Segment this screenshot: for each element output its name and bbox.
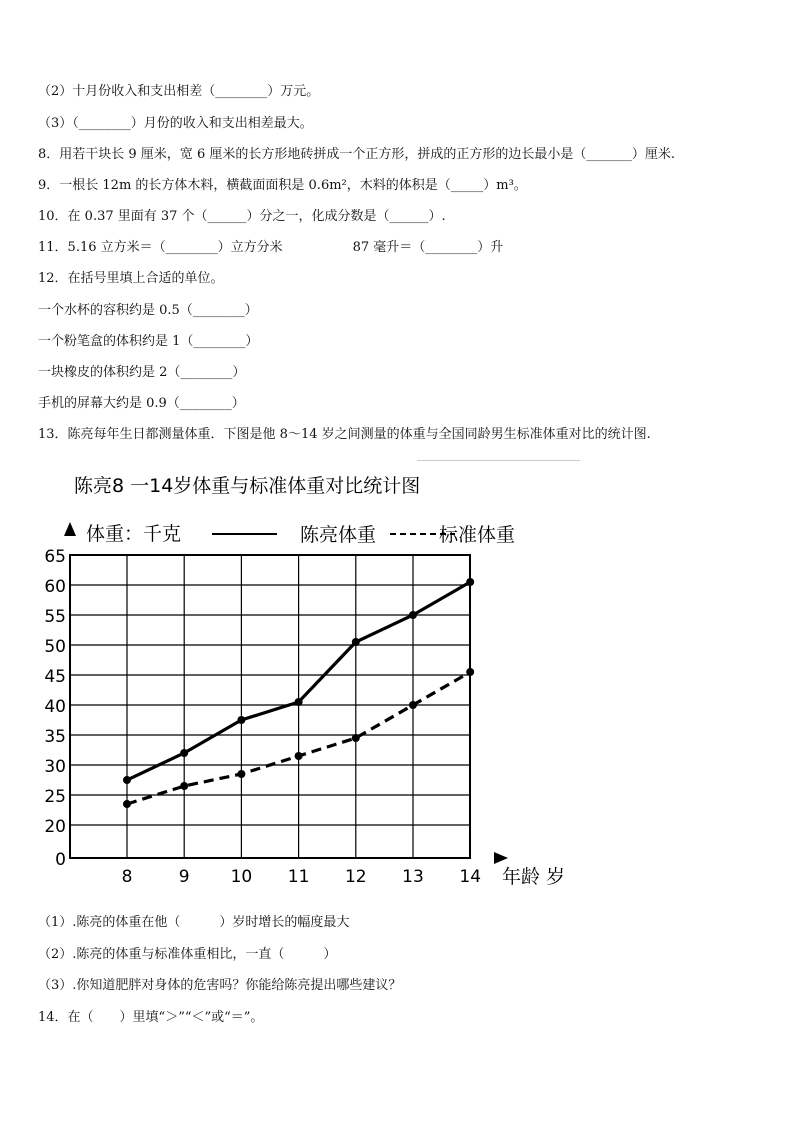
data-point <box>295 752 303 760</box>
question-13-3: （3）.你知道肥胖对身体的危害吗？你能给陈亮提出哪些建议？ <box>38 978 402 993</box>
data-point <box>237 770 245 778</box>
question-11-part-b: 87 毫升＝（________）升 <box>352 240 504 255</box>
question-12-item-3: 一块橡皮的体积约是 2（________） <box>38 365 246 380</box>
question-line-10-3: （3）（________）月份的收入和支出相差最大。 <box>38 116 313 131</box>
question-12-item-4: 手机的屏幕大约是 0.9（________） <box>38 396 245 411</box>
x-tick-label: 13 <box>402 867 424 887</box>
y-tick-label: 40 <box>44 697 66 717</box>
question-13-2: （2）.陈亮的体重与标准体重相比，一直（ ） <box>38 947 337 962</box>
legend-label: 陈亮体重 <box>300 524 377 546</box>
data-point <box>180 782 188 790</box>
x-tick-label: 8 <box>121 867 133 887</box>
data-point <box>409 701 417 709</box>
question-line-10-2: （2）十月份收入和支出相差（________）万元。 <box>38 84 320 99</box>
question-8: 8．用若干块长 9 厘米，宽 6 厘米的长方形地砖拼成一个正方形，拼成的正方形的边长最小是（_______）厘米. <box>38 147 675 162</box>
chart-legend <box>212 524 515 546</box>
data-point <box>352 734 360 742</box>
data-point <box>466 668 474 676</box>
y-tick-label: 35 <box>44 727 66 747</box>
question-12-item-1: 一个水杯的容积约是 0.5（________） <box>38 303 258 318</box>
y-axis-label: 体重：千克 <box>86 523 182 545</box>
question-10: 10．在 0.37 里面有 37 个（______）分之一，化成分数是（______）. <box>38 209 446 224</box>
y-tick-label: 60 <box>44 577 66 597</box>
question-12: 12．在括号里填上合适的单位。 <box>38 271 224 286</box>
x-tick-label: 9 <box>178 867 190 887</box>
question-13-1: （1）.陈亮的体重在他（ ）岁时增长的幅度最大 <box>38 915 350 930</box>
y-tick-label: 20 <box>44 817 66 837</box>
question-11-part-a: 11．5.16 立方米＝（________）立方分米 <box>38 240 283 255</box>
y-axis-arrow-icon <box>64 522 76 536</box>
data-point <box>123 800 131 808</box>
x-tick-label: 10 <box>230 867 253 887</box>
y-tick-label: 25 <box>44 787 66 807</box>
data-point <box>352 638 360 646</box>
data-point <box>123 776 131 784</box>
question-14: 14．在（ ）里填“＞”“＜”或“＝”。 <box>38 1010 264 1025</box>
data-point <box>237 716 245 724</box>
y-tick-labels <box>44 547 66 870</box>
y-tick-label: 50 <box>44 637 66 657</box>
chart-title: 陈亮8 一14岁体重与标准体重对比统计图 <box>74 475 421 497</box>
question-13: 13．陈亮每年生日都测量体重．下图是他 8～14 岁之间测量的体重与全国同龄男生标准体重对比的统计图. <box>38 427 651 442</box>
x-tick-label: 11 <box>287 867 310 887</box>
question-12-item-2: 一个粉笔盒的体积约是 1（________） <box>38 334 259 349</box>
question-11 <box>38 240 503 256</box>
legend-label: 标准体重 <box>439 524 516 546</box>
x-tick-labels <box>122 867 481 887</box>
y-tick-label: 45 <box>44 667 66 687</box>
y-tick-label: 30 <box>44 757 66 777</box>
x-axis-label: 年龄 岁 <box>502 866 566 888</box>
y-tick-label: 55 <box>44 607 66 627</box>
y-tick-label: 0 <box>55 850 66 870</box>
question-9: 9．一根长 12m 的长方体木料，横截面面积是 0.6m²，木料的体积是（_____）m³。 <box>38 178 527 193</box>
y-tick-label: 65 <box>44 547 66 567</box>
data-point <box>295 698 303 706</box>
data-point <box>409 611 417 619</box>
data-point <box>180 749 188 757</box>
x-axis-arrow-icon <box>494 852 508 864</box>
data-point <box>466 578 474 586</box>
x-tick-label: 14 <box>459 867 482 887</box>
x-tick-label: 12 <box>344 867 367 887</box>
weight-chart <box>40 460 580 890</box>
